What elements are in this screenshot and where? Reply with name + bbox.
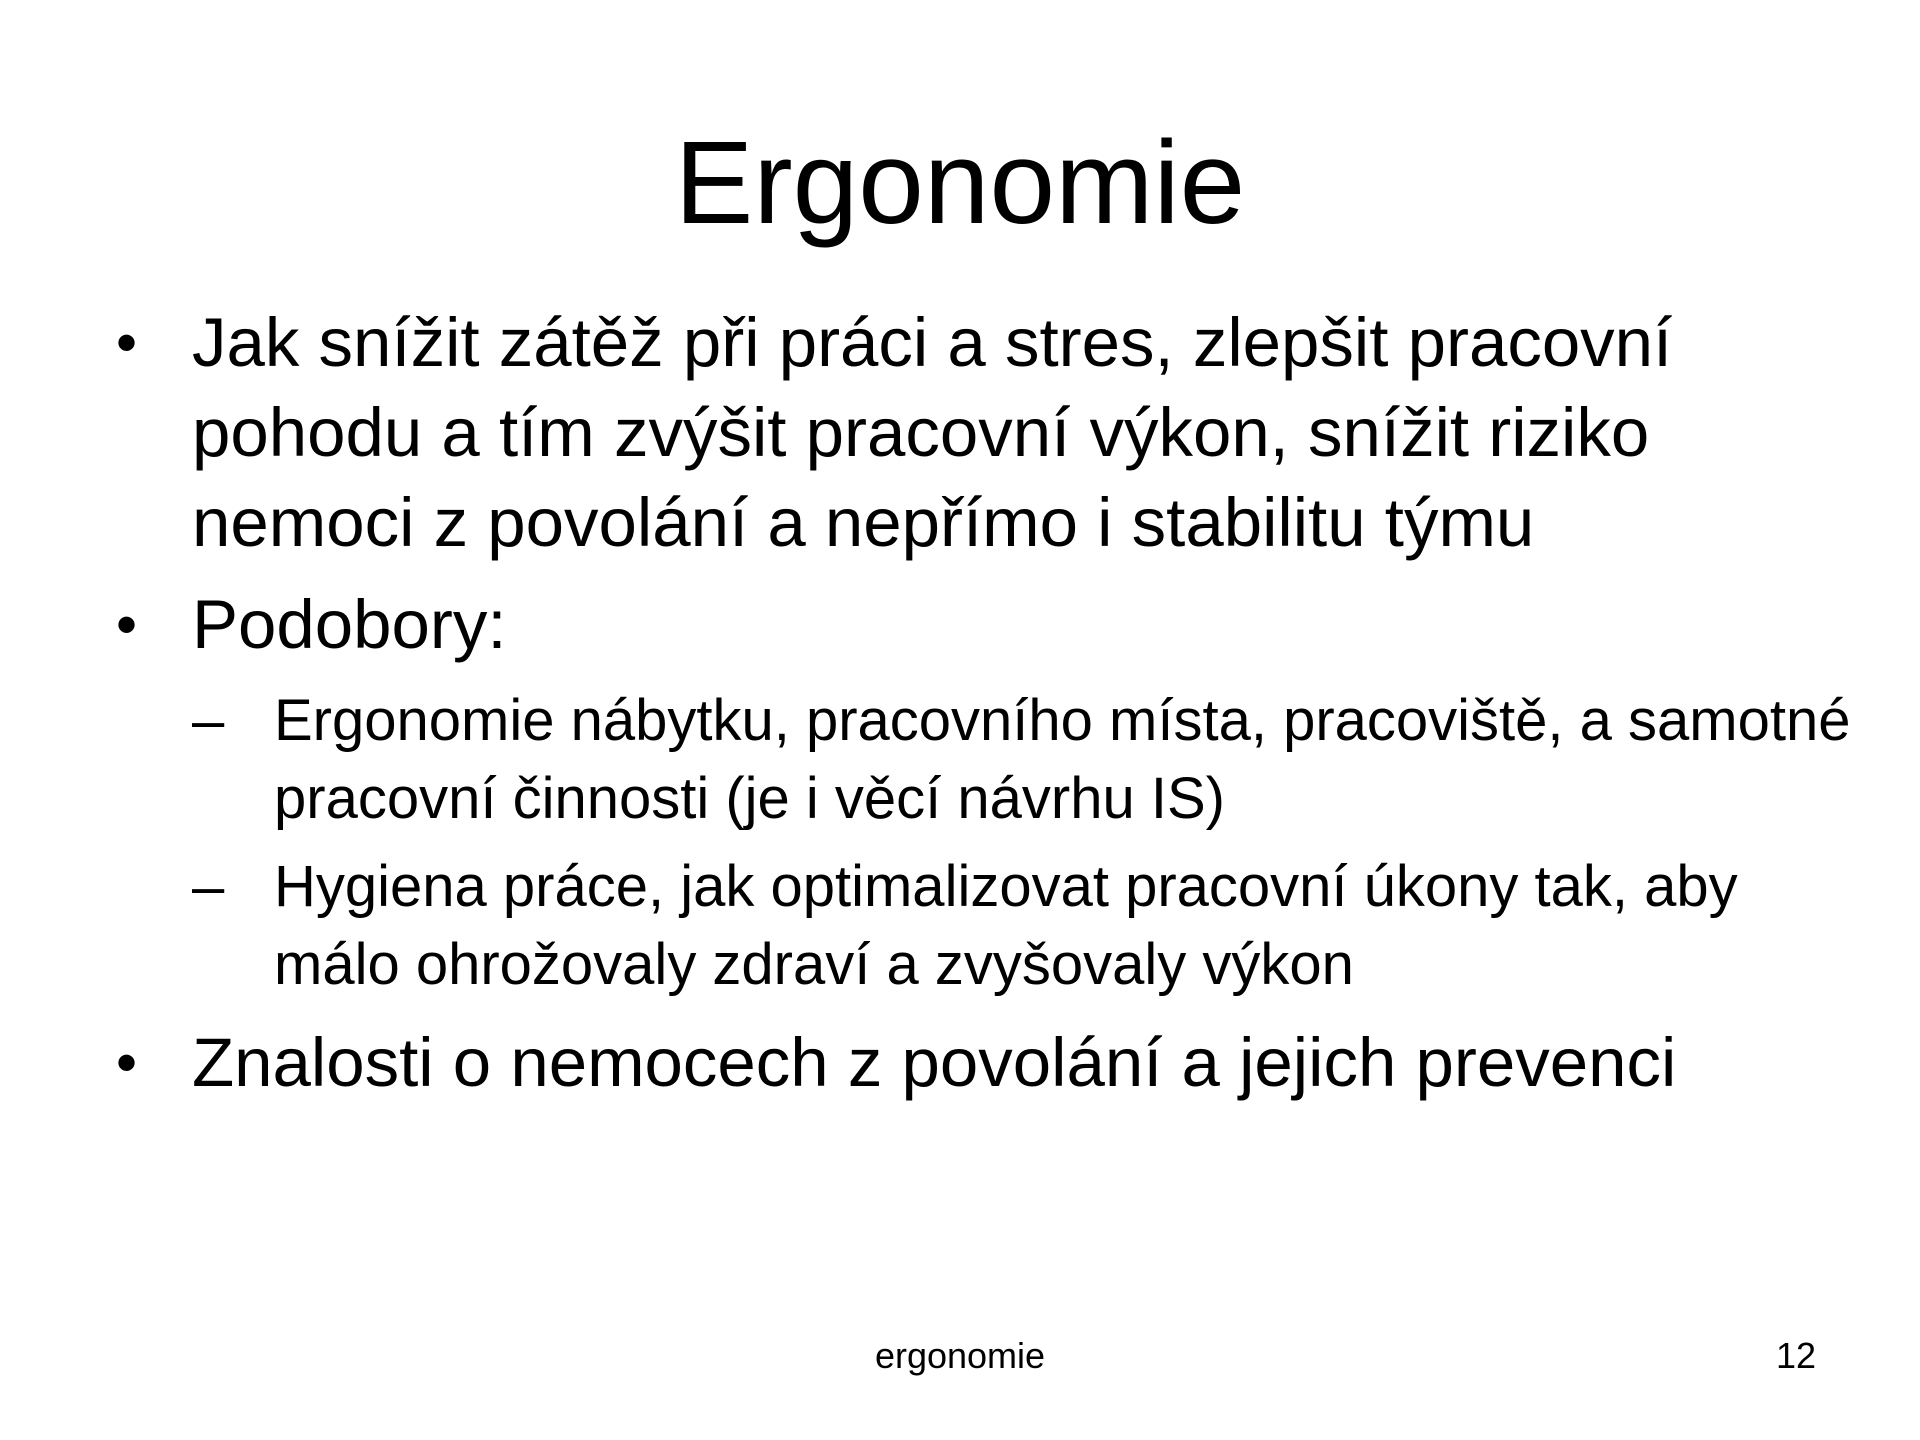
bullet-icon: • [116,1029,138,1096]
page-number: 12 [1775,1335,1816,1376]
sub-bullet-item-2 [192,848,1870,1004]
dash-icon: – [192,854,225,919]
dash-icon: – [192,688,225,753]
sub-bullet-text-1: Ergonomie nábytku, pracovního místa, pracoviště, a samotné pracovní činnosti (je i věcí návrhu IS) [274,688,1851,831]
slide-title: Ergonomie [674,117,1246,249]
slide-footer: ergonomie [874,1335,1046,1376]
bullet-item-1 [110,298,1870,568]
bullet-icon: • [116,309,138,376]
bullet-item-2 [110,580,1870,670]
sub-bullet-item-1 [192,682,1870,838]
bullet-text-1: Jak snížit zátěž při práci a stres, zlepšit pracovní pohodu a tím zvýšit pracovní výkon, snížit riziko nemoci z povolání a nepřímo i stabilitu týmu [192,304,1673,561]
sub-bullet-text-2: Hygiena práce, jak optimalizovat pracovní úkony tak, aby málo ohrožovaly zdraví a zvyšovaly výkon [274,854,1738,997]
bullet-icon: • [116,591,138,658]
bullet-text-2: Podobory: [192,586,507,663]
slide-body [110,298,1870,1120]
bullet-item-3 [110,1018,1870,1108]
sub-bullet-list [110,682,1870,1004]
bullet-text-3: Znalosti o nemocech z povolání a jejich prevenci [192,1024,1677,1101]
